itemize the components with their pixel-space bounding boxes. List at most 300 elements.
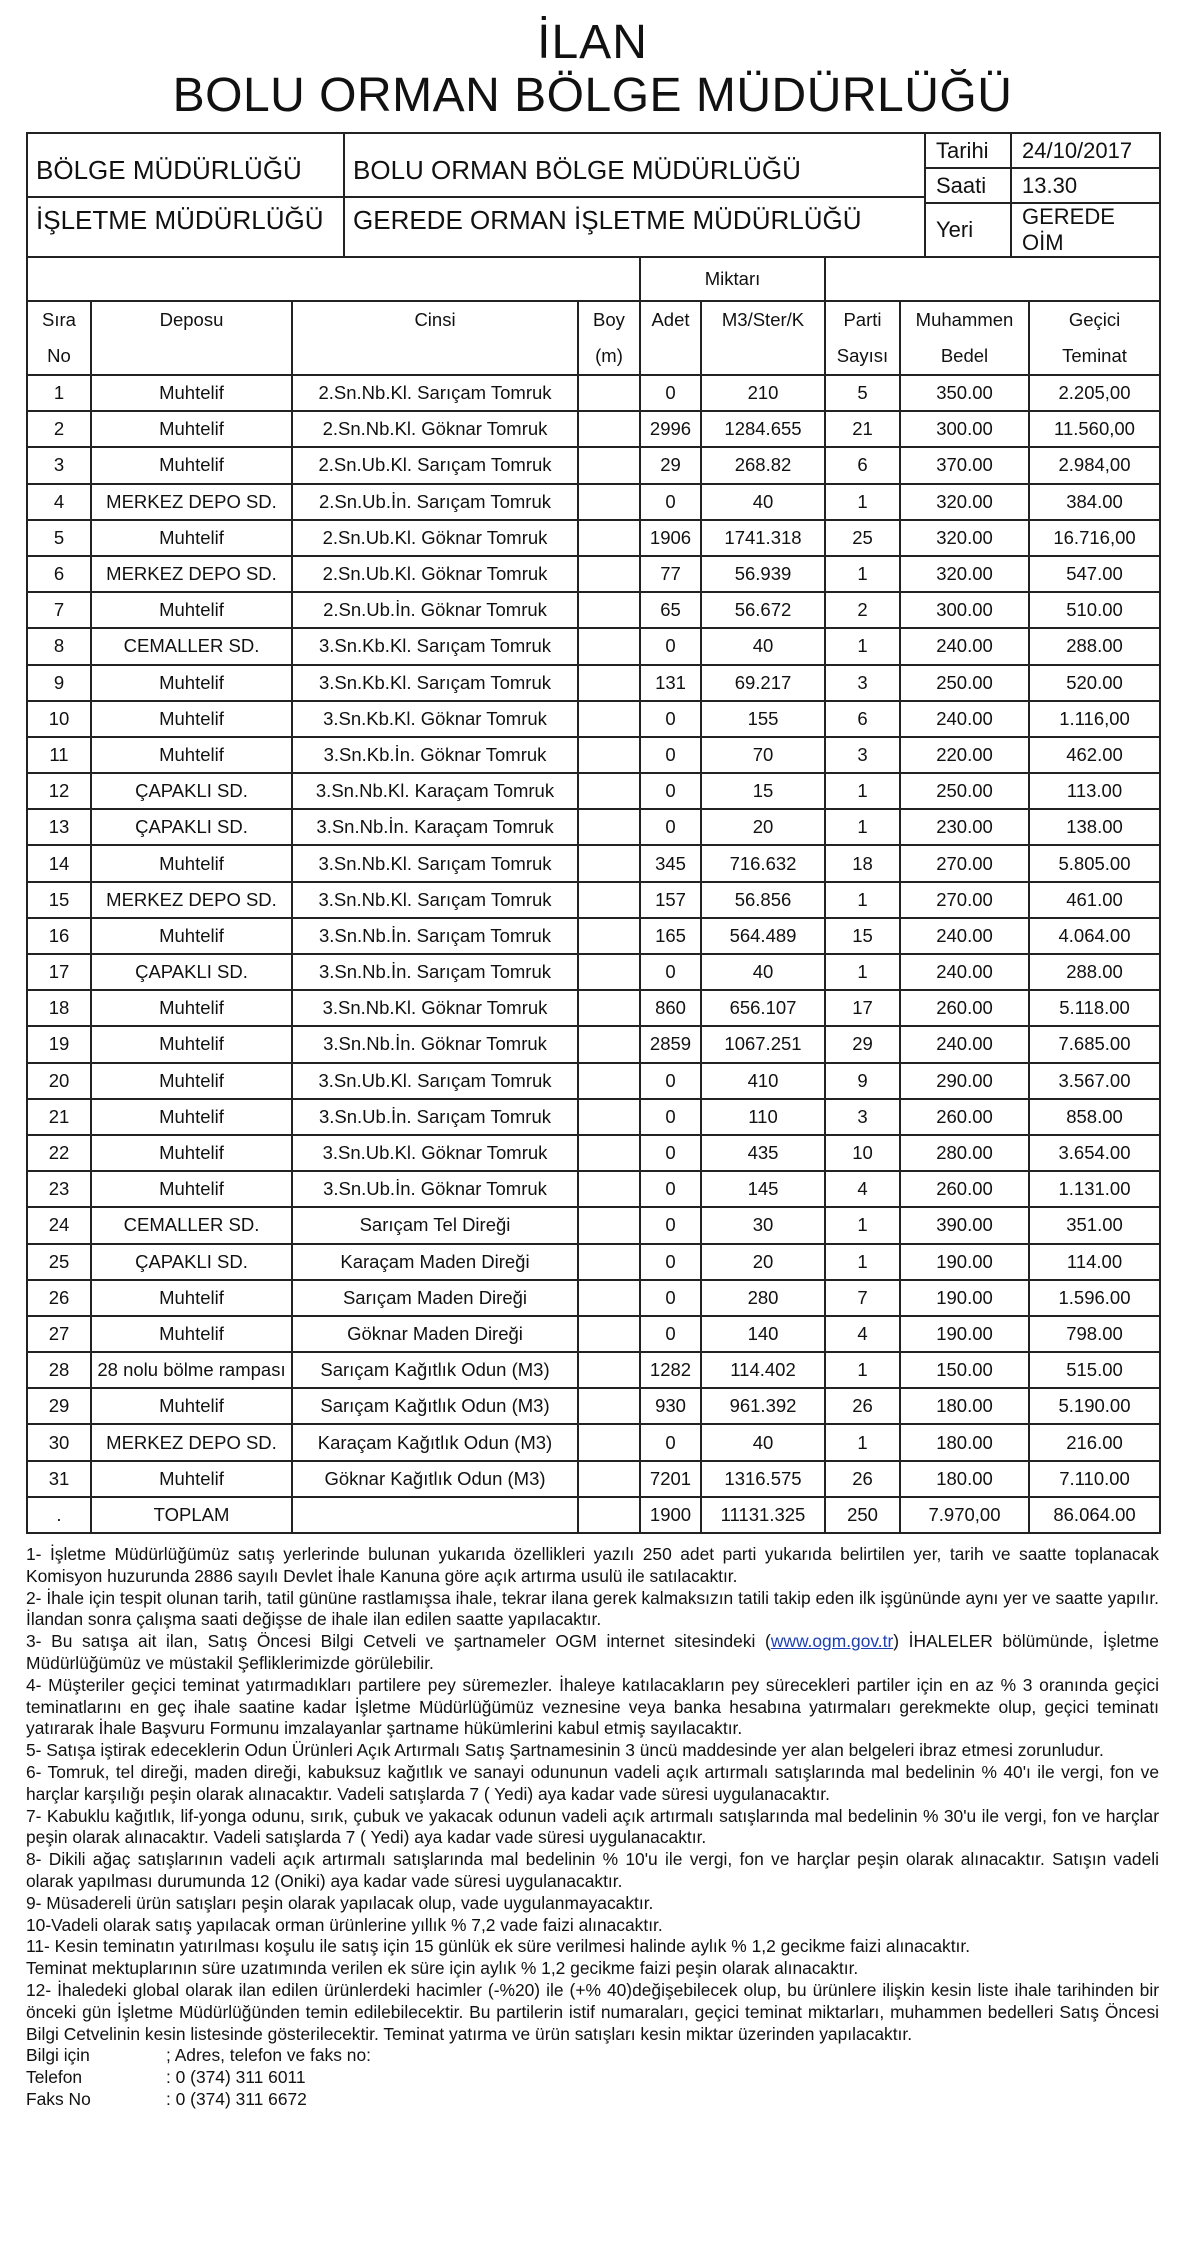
cell-no: 8: [27, 628, 91, 664]
cell-boy: [578, 1244, 640, 1280]
cell-boy: [578, 1352, 640, 1388]
cell-cins: 3.Sn.Kb.Kl. Göknar Tomruk: [292, 701, 578, 737]
title-ilan: İLAN: [537, 16, 648, 69]
cell-cins: 3.Sn.Nb.İn. Göknar Tomruk: [292, 1026, 578, 1062]
cell-cins: 3.Sn.Nb.İn. Karaçam Tomruk: [292, 809, 578, 845]
cell-cins: 2.Sn.Nb.Kl. Göknar Tomruk: [292, 411, 578, 447]
note-paragraph: 4- Müşteriler geçici teminat yatırmadıkları partilere pey süremezler. İhaleye katılacakların pey sürecekleri partiler için en az % 3 oranında geçici teminatlarını en geç ihale saatine kadar İşletme Müdürlüğümüz veznesine veya banka hesabına yatırmaları gerekmekte olup, geçici teminatı yatırarak İhale Başvuru Formunu imzalayanlar şartname hükümlerini kabul etmiş sayılacaktır.: [26, 1674, 1159, 1739]
cell-parti: 6: [825, 447, 900, 483]
note-paragraph: 11- Kesin teminatın yatırılması koşulu ile satış için 15 günlük ek süre verilmesi halinde aylık % 1,2 gecikme faizi alınacaktır.: [26, 1936, 971, 1957]
cell-no: 1: [27, 375, 91, 411]
cell-bedel: 260.00: [900, 990, 1029, 1026]
table-row: [27, 918, 1160, 954]
note-paragraph: 8- Dikili ağaç satışlarının vadeli açık artırmalı satışlarında mal bedelinin % 10'u ile vergi, fon ve harçlar peşin olarak alınacaktır. Satışın vadeli olarak yapılması durumunda 12 (Oniki) aya kadar vade süresi uygulanacaktır.: [26, 1849, 1159, 1891]
col-no: No: [27, 338, 91, 375]
cell-bedel: 250.00: [900, 773, 1029, 809]
faks-label: Faks No: [26, 2088, 91, 2109]
cell-parti: 3: [825, 1099, 900, 1135]
cell-m3: 56.856: [701, 882, 825, 918]
cell-adet: 0: [640, 1099, 701, 1135]
cell-no: 22: [27, 1135, 91, 1171]
cell-adet: 0: [640, 773, 701, 809]
col-sayisi: Sayısı: [825, 338, 900, 375]
cell-teminat: 7.685.00: [1029, 1026, 1160, 1062]
bilgi-label: Bilgi için: [26, 2045, 90, 2066]
cell-bedel: 180.00: [900, 1424, 1029, 1460]
cell-no: 7: [27, 592, 91, 628]
cell-teminat: 462.00: [1029, 737, 1160, 773]
table-row: [27, 592, 1160, 628]
cell-adet: 0: [640, 1171, 701, 1207]
saati-label: Saati: [925, 168, 1011, 203]
cell-parti: 25: [825, 520, 900, 556]
cell-teminat: 216.00: [1029, 1424, 1160, 1460]
cell-bedel: 230.00: [900, 809, 1029, 845]
cell-cins: 3.Sn.Ub.Kl. Göknar Tomruk: [292, 1135, 578, 1171]
cell-parti: 15: [825, 918, 900, 954]
faks-value: : 0 (374) 311 6672: [166, 2088, 307, 2109]
cell-no: 31: [27, 1461, 91, 1497]
cell-boy: [578, 1280, 640, 1316]
cell-boy: [578, 1316, 640, 1352]
cell-boy: [578, 447, 640, 483]
cell-teminat: 5.118.00: [1029, 990, 1160, 1026]
bilgi-value: ; Adres, telefon ve faks no:: [166, 2045, 371, 2066]
table-row: [27, 1063, 1160, 1099]
cell-boy: [578, 809, 640, 845]
col-parti: Parti: [825, 301, 900, 338]
cell-parti: 1: [825, 773, 900, 809]
note-paragraph: 12- İhaledeki global olarak ilan edilen ürünlerdeki hacimler (-%20) ile (+% 40)değişebilecek olup, bu ürünlere ilişkin kesin liste ihale tarihinden bir önceki gün İşletme Müdürlüğünden temin edilebilecektir. Bu partilerin istif numaraları, geçici teminat miktarları, muhammen bedelleri Satış Öncesi Bilgi Cetvelinin kesin listesinde gösterilecektir. Teminat yatırma ve ürün satışları kesin miktar üzerinden yapılacaktır.: [26, 1979, 1159, 2044]
cell-boy: [578, 1388, 640, 1424]
cell-bedel: 190.00: [900, 1316, 1029, 1352]
cell-boy: [578, 665, 640, 701]
contact-info: [26, 2045, 1159, 2110]
cell-cins: 3.Sn.Ub.Kl. Sarıçam Tomruk: [292, 1063, 578, 1099]
miktari-header: Miktarı: [640, 257, 825, 301]
cell-m3: 280: [701, 1280, 825, 1316]
cell-parti: 1: [825, 1207, 900, 1243]
cell-bedel: 250.00: [900, 665, 1029, 701]
cell-bedel: 260.00: [900, 1171, 1029, 1207]
cell-no: 21: [27, 1099, 91, 1135]
cell-teminat: 2.984,00: [1029, 447, 1160, 483]
cell-depo: Muhtelif: [91, 1135, 292, 1171]
table-row: [27, 882, 1160, 918]
cell-bedel: 180.00: [900, 1388, 1029, 1424]
cell-no: 13: [27, 809, 91, 845]
table-row: [27, 737, 1160, 773]
note-paragraph: 7- Kabuklu kağıtlık, lif-yonga odunu, sırık, çubuk ve yakacak odunun vadeli açık artırmalı satışlarında mal bedelinin % 30'u ile vergi, fon ve harçlar peşin olarak alınacaktır. Vadeli satışlarda 7 ( Yedi) aya kadar vade süresi uygulanacaktır.: [26, 1805, 1159, 1848]
cell-adet: 0: [640, 1207, 701, 1243]
cell-depo: Muhtelif: [91, 520, 292, 556]
cell-no: 14: [27, 845, 91, 881]
cell-bedel: 7.970,00: [900, 1497, 1029, 1533]
cell-boy: [578, 520, 640, 556]
cell-depo: Muhtelif: [91, 665, 292, 701]
cell-bedel: 150.00: [900, 1352, 1029, 1388]
cell-cins: 3.Sn.Nb.İn. Sarıçam Tomruk: [292, 954, 578, 990]
table-row: [27, 411, 1160, 447]
cell-depo: 28 nolu bölme rampası: [91, 1352, 292, 1388]
cell-adet: 0: [640, 954, 701, 990]
cell-m3: 69.217: [701, 665, 825, 701]
note-paragraph: Teminat mektuplarının süre uzatımında verilen ek süre için aylık % 1,2 gecikme faizi peşin olarak alınacaktır.: [26, 1958, 859, 1979]
cell-cins: 3.Sn.Nb.İn. Sarıçam Tomruk: [292, 918, 578, 954]
cell-depo: MERKEZ DEPO SD.: [91, 1424, 292, 1460]
cell-m3: 210: [701, 375, 825, 411]
telefon-label: Telefon: [26, 2067, 83, 2088]
cell-depo: CEMALLER SD.: [91, 1207, 292, 1243]
cell-no: 20: [27, 1063, 91, 1099]
cell-adet: 2859: [640, 1026, 701, 1062]
cell-adet: 0: [640, 1244, 701, 1280]
note-paragraph: 6- Tomruk, tel direği, maden direği, kabuksuz kağıtlık ve sanayi odununun vadeli açık artırmalı satışlarında mal bedelinin % 40'ı ile vergi, fon ve harçlar karşılığı peşin olarak alınacaktır. Vadeli satışlarda 7 ( Yedi) aya kadar vade süresi uygulanacaktır.: [26, 1761, 1159, 1804]
table-row: [27, 375, 1160, 411]
cell-adet: 157: [640, 882, 701, 918]
cell-m3: 140: [701, 1316, 825, 1352]
cell-teminat: 288.00: [1029, 628, 1160, 664]
cell-no: 6: [27, 556, 91, 592]
cell-parti: 3: [825, 737, 900, 773]
cell-cins: 3.Sn.Kb.Kl. Sarıçam Tomruk: [292, 665, 578, 701]
cell-depo: TOPLAM: [91, 1497, 292, 1533]
cell-depo: ÇAPAKLI SD.: [91, 809, 292, 845]
cell-boy: [578, 375, 640, 411]
cell-teminat: 5.805.00: [1029, 845, 1160, 881]
note-paragraph: 1- İşletme Müdürlüğümüz satış yerlerinde bulunan yukarıda özellikleri yazılı 250 adet parti yukarıda belirtilen yer, tarih ve saatte toplanacak Komisyon huzurunda 2886 sayılı Devlet İhale Kanuna göre açık artırma usulü ile satılacaktır.: [26, 1544, 1159, 1586]
cell-no: 5: [27, 520, 91, 556]
cell-depo: ÇAPAKLI SD.: [91, 954, 292, 990]
cell-adet: 0: [640, 1135, 701, 1171]
cell-teminat: 384.00: [1029, 484, 1160, 520]
cell-m3: 40: [701, 954, 825, 990]
col-sira: Sıra: [27, 301, 91, 338]
cell-adet: 7201: [640, 1461, 701, 1497]
cell-depo: MERKEZ DEPO SD.: [91, 882, 292, 918]
note-paragraph: 2- İhale için tespit olunan tarih, tatil gününe rastlamışsa ihale, tekrar ilana gerek kalmaksızın tatili takip eden ilk işgününde aynı yer ve saatte yapılır. İlandan sonra çalışma saati değişse de ihale ilan edilen saatte yapılacaktır.: [26, 1587, 1159, 1630]
tarihi-label: Tarihi: [925, 133, 1011, 168]
cell-boy: [578, 628, 640, 664]
cell-depo: Muhtelif: [91, 1063, 292, 1099]
cell-teminat: 138.00: [1029, 809, 1160, 845]
cell-m3: 114.402: [701, 1352, 825, 1388]
ogm-link[interactable]: www.ogm.gov.tr: [770, 1631, 894, 1652]
cell-depo: Muhtelif: [91, 701, 292, 737]
cell-parti: 1: [825, 954, 900, 990]
cell-cins: Göknar Maden Direği: [292, 1316, 578, 1352]
cell-m3: 30: [701, 1207, 825, 1243]
isletme-value: GEREDE ORMAN İŞLETME MÜDÜRLÜĞÜ: [345, 196, 924, 246]
cell-no: 30: [27, 1424, 91, 1460]
cell-teminat: 1.116,00: [1029, 701, 1160, 737]
cell-cins: 3.Sn.Nb.Kl. Karaçam Tomruk: [292, 773, 578, 809]
cell-no: 12: [27, 773, 91, 809]
cell-bedel: 240.00: [900, 1026, 1029, 1062]
col-adet: Adet: [640, 301, 701, 338]
cell-no: 18: [27, 990, 91, 1026]
table-row: [27, 556, 1160, 592]
table-row: [27, 665, 1160, 701]
cell-parti: 18: [825, 845, 900, 881]
cell-teminat: 7.110.00: [1029, 1461, 1160, 1497]
cell-parti: 1: [825, 1424, 900, 1460]
note-3: 3- Bu satışa ait ilan, Satış Öncesi Bilgi Cetveli ve şartnameler OGM internet sitesindeki (www.ogm.gov.tr) İHALELER bölümünde, İşletme Müdürlüğümüz ve müstakil Şefliklerimizde görülebilir.: [26, 1631, 1159, 1673]
cell-boy: [578, 845, 640, 881]
cell-boy: [578, 1026, 640, 1062]
cell-parti: 17: [825, 990, 900, 1026]
cell-m3: 20: [701, 1244, 825, 1280]
cell-cins: 2.Sn.Ub.Kl. Göknar Tomruk: [292, 556, 578, 592]
cell-m3: 1067.251: [701, 1026, 825, 1062]
cell-bedel: 220.00: [900, 737, 1029, 773]
cell-boy: [578, 592, 640, 628]
cell-cins: Sarıçam Tel Direği: [292, 1207, 578, 1243]
cell-bedel: 300.00: [900, 411, 1029, 447]
cell-depo: Muhtelif: [91, 411, 292, 447]
cell-teminat: 1.131.00: [1029, 1171, 1160, 1207]
cell-bedel: 350.00: [900, 375, 1029, 411]
cell-bedel: 190.00: [900, 1280, 1029, 1316]
cell-adet: 0: [640, 737, 701, 773]
cell-m3: 155: [701, 701, 825, 737]
cell-boy: [578, 773, 640, 809]
cell-no: 17: [27, 954, 91, 990]
cell-bedel: 190.00: [900, 1244, 1029, 1280]
cell-adet: 0: [640, 1424, 701, 1460]
cell-teminat: 351.00: [1029, 1207, 1160, 1243]
bolge-value: BOLU ORMAN BÖLGE MÜDÜRLÜĞÜ: [353, 155, 801, 185]
cell-cins: 3.Sn.Ub.İn. Göknar Tomruk: [292, 1171, 578, 1207]
cell-teminat: 515.00: [1029, 1352, 1160, 1388]
header-table: [26, 132, 1161, 258]
cell-bedel: 300.00: [900, 592, 1029, 628]
cell-bedel: 370.00: [900, 447, 1029, 483]
table-row: [27, 447, 1160, 483]
cell-bedel: 320.00: [900, 556, 1029, 592]
cell-depo: Muhtelif: [91, 1171, 292, 1207]
cell-teminat: 288.00: [1029, 954, 1160, 990]
cell-teminat: 2.205,00: [1029, 375, 1160, 411]
cell-parti: 5: [825, 375, 900, 411]
cell-teminat: 114.00: [1029, 1244, 1160, 1280]
table-row: [27, 1424, 1160, 1460]
cell-teminat: 461.00: [1029, 882, 1160, 918]
cell-parti: 1: [825, 628, 900, 664]
cell-depo: MERKEZ DEPO SD.: [91, 484, 292, 520]
cell-cins: 2.Sn.Nb.Kl. Sarıçam Tomruk: [292, 375, 578, 411]
cell-depo: Muhtelif: [91, 918, 292, 954]
cell-m3: 40: [701, 1424, 825, 1460]
cell-boy: [578, 1063, 640, 1099]
cell-bedel: 270.00: [900, 845, 1029, 881]
table-row: [27, 1244, 1160, 1280]
cell-teminat: 1.596.00: [1029, 1280, 1160, 1316]
col-bedel: Bedel: [900, 338, 1029, 375]
cell-no: .: [27, 1497, 91, 1533]
cell-bedel: 270.00: [900, 882, 1029, 918]
cell-cins: Karaçam Kağıtlık Odun (M3): [292, 1424, 578, 1460]
cell-adet: 165: [640, 918, 701, 954]
cell-no: 15: [27, 882, 91, 918]
table-row: [27, 1388, 1160, 1424]
table-row: [27, 484, 1160, 520]
cell-boy: [578, 701, 640, 737]
cell-m3: 410: [701, 1063, 825, 1099]
cell-m3: 11131.325: [701, 1497, 825, 1533]
cell-parti: 4: [825, 1316, 900, 1352]
cell-bedel: 320.00: [900, 484, 1029, 520]
cell-adet: 0: [640, 809, 701, 845]
cell-teminat: 113.00: [1029, 773, 1160, 809]
cell-parti: 26: [825, 1388, 900, 1424]
cell-adet: 1282: [640, 1352, 701, 1388]
cell-adet: 0: [640, 701, 701, 737]
cell-cins: Sarıçam Kağıtlık Odun (M3): [292, 1388, 578, 1424]
cell-teminat: 11.560,00: [1029, 411, 1160, 447]
cell-m3: 268.82: [701, 447, 825, 483]
cell-bedel: 240.00: [900, 918, 1029, 954]
notes-section: [26, 1544, 1159, 2111]
cell-cins: 2.Sn.Ub.İn. Sarıçam Tomruk: [292, 484, 578, 520]
cell-m3: 435: [701, 1135, 825, 1171]
cell-no: 11: [27, 737, 91, 773]
cell-m3: 145: [701, 1171, 825, 1207]
yeri-label: Yeri: [925, 203, 1011, 257]
cell-boy: [578, 411, 640, 447]
cell-bedel: 240.00: [900, 628, 1029, 664]
cell-boy: [578, 918, 640, 954]
cell-depo: Muhtelif: [91, 592, 292, 628]
cell-adet: 1900: [640, 1497, 701, 1533]
cell-boy: [578, 1424, 640, 1460]
cell-parti: 1: [825, 882, 900, 918]
cell-no: 3: [27, 447, 91, 483]
cell-cins: 3.Sn.Kb.Kl. Sarıçam Tomruk: [292, 628, 578, 664]
table-row: [27, 520, 1160, 556]
cell-teminat: 3.567.00: [1029, 1063, 1160, 1099]
cell-m3: 961.392: [701, 1388, 825, 1424]
cell-cins: Karaçam Maden Direği: [292, 1244, 578, 1280]
cell-parti: 7: [825, 1280, 900, 1316]
col-m3: M3/Ster/K: [701, 301, 825, 338]
cell-no: 24: [27, 1207, 91, 1243]
cell-adet: 0: [640, 484, 701, 520]
cell-m3: 40: [701, 628, 825, 664]
cell-teminat: 547.00: [1029, 556, 1160, 592]
col-cinsi: Cinsi: [292, 301, 578, 338]
cell-parti: 29: [825, 1026, 900, 1062]
cell-adet: 0: [640, 628, 701, 664]
cell-teminat: 3.654.00: [1029, 1135, 1160, 1171]
cell-no: 9: [27, 665, 91, 701]
cell-parti: 1: [825, 484, 900, 520]
cell-adet: 0: [640, 375, 701, 411]
cell-m3: 656.107: [701, 990, 825, 1026]
cell-boy: [578, 1497, 640, 1533]
cell-teminat: 520.00: [1029, 665, 1160, 701]
table-row: [27, 1099, 1160, 1135]
table-row: [27, 773, 1160, 809]
cell-depo: MERKEZ DEPO SD.: [91, 556, 292, 592]
cell-teminat: 86.064.00: [1029, 1497, 1160, 1533]
cell-boy: [578, 556, 640, 592]
col-teminat: Teminat: [1029, 338, 1160, 375]
table-row: [27, 1135, 1160, 1171]
cell-parti: 3: [825, 665, 900, 701]
cell-depo: Muhtelif: [91, 1461, 292, 1497]
cell-no: 4: [27, 484, 91, 520]
yeri-value: GEREDE OİM: [1011, 203, 1160, 257]
telefon-value: : 0 (374) 311 6011: [166, 2067, 306, 2088]
cell-no: 29: [27, 1388, 91, 1424]
cell-boy: [578, 1099, 640, 1135]
cell-m3: 40: [701, 484, 825, 520]
cell-m3: 716.632: [701, 845, 825, 881]
isletme-label: İŞLETME MÜDÜRLÜĞÜ: [28, 196, 343, 246]
cell-boy: [578, 990, 640, 1026]
saati-value: 13.30: [1011, 168, 1160, 203]
total-row: [27, 1497, 1160, 1533]
cell-teminat: 5.190.00: [1029, 1388, 1160, 1424]
cell-no: 26: [27, 1280, 91, 1316]
cell-m3: 20: [701, 809, 825, 845]
cell-no: 28: [27, 1352, 91, 1388]
cell-adet: 1906: [640, 520, 701, 556]
table-row: [27, 954, 1160, 990]
cell-bedel: 390.00: [900, 1207, 1029, 1243]
cell-parti: 1: [825, 1244, 900, 1280]
cell-depo: Muhtelif: [91, 1388, 292, 1424]
col-deposu: Deposu: [91, 301, 292, 338]
cell-no: 27: [27, 1316, 91, 1352]
cell-depo: Muhtelif: [91, 845, 292, 881]
note-paragraph: 5- Satışa iştirak edeceklerin Odun Ürünleri Açık Artırmalı Satış Şartnamesinin 3 üncü maddesinde yer alan belgeleri ibraz etmesi zorunludur.: [26, 1740, 1104, 1761]
cell-bedel: 320.00: [900, 520, 1029, 556]
cell-no: 19: [27, 1026, 91, 1062]
cell-teminat: 798.00: [1029, 1316, 1160, 1352]
col-boy: Boy: [578, 301, 640, 338]
cell-m3: 56.939: [701, 556, 825, 592]
cell-parti: 1: [825, 809, 900, 845]
cell-boy: [578, 1135, 640, 1171]
cell-adet: 860: [640, 990, 701, 1026]
table-row: [27, 701, 1160, 737]
cell-teminat: 510.00: [1029, 592, 1160, 628]
cell-m3: 56.672: [701, 592, 825, 628]
table-row: [27, 1316, 1160, 1352]
cell-boy: [578, 737, 640, 773]
table-row: [27, 845, 1160, 881]
cell-bedel: 290.00: [900, 1063, 1029, 1099]
cell-depo: Muhtelif: [91, 1099, 292, 1135]
cell-teminat: 858.00: [1029, 1099, 1160, 1135]
cell-parti: 10: [825, 1135, 900, 1171]
cell-parti: 250: [825, 1497, 900, 1533]
cell-m3: 15: [701, 773, 825, 809]
cell-depo: Muhtelif: [91, 447, 292, 483]
cell-no: 23: [27, 1171, 91, 1207]
cell-adet: 29: [640, 447, 701, 483]
cell-no: 16: [27, 918, 91, 954]
cell-adet: 345: [640, 845, 701, 881]
cell-m3: 564.489: [701, 918, 825, 954]
cell-cins: Sarıçam Maden Direği: [292, 1280, 578, 1316]
cell-boy: [578, 484, 640, 520]
cell-bedel: 240.00: [900, 954, 1029, 990]
cell-adet: 77: [640, 556, 701, 592]
cell-cins: 2.Sn.Ub.Kl. Sarıçam Tomruk: [292, 447, 578, 483]
